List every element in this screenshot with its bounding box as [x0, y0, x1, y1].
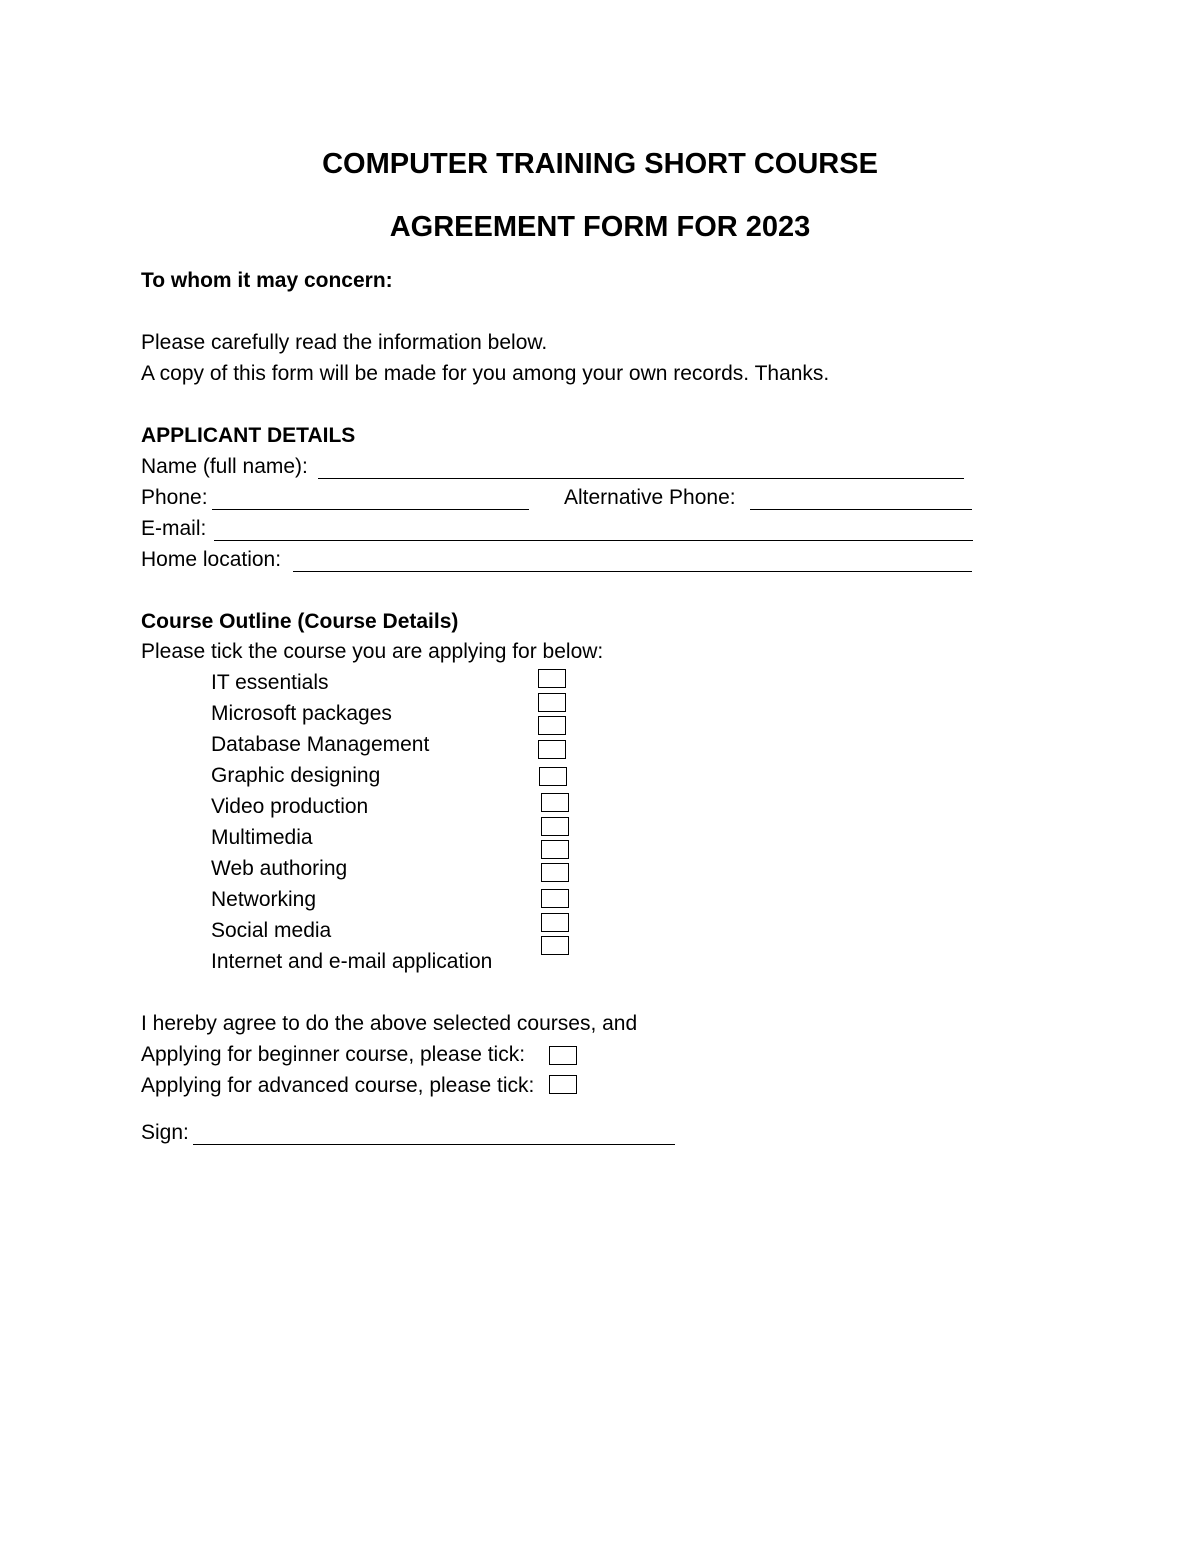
intro-line-2: A copy of this form will be made for you among your own records. Thanks.	[141, 362, 830, 385]
course-option-label: Social media	[211, 919, 332, 942]
alt-phone-field[interactable]	[750, 509, 972, 510]
checkbox-extra[interactable]	[541, 936, 569, 955]
course-option-label: IT essentials	[211, 671, 329, 694]
beginner-checkbox[interactable]	[549, 1046, 577, 1065]
checkbox-microsoft-packages[interactable]	[538, 693, 566, 712]
checkbox-web-authoring[interactable]	[541, 817, 569, 836]
course-option-label: Database Management	[211, 733, 430, 756]
checkbox-networking[interactable]	[541, 840, 569, 859]
checkbox-extra[interactable]	[541, 913, 569, 932]
checkbox-it-essentials[interactable]	[538, 669, 566, 688]
course-option-label: Multimedia	[211, 826, 313, 849]
name-label: Name (full name):	[141, 455, 308, 478]
course-option-label: Video production	[211, 795, 369, 818]
course-option-label: Internet and e-mail application	[211, 950, 493, 973]
agreement-statement: I hereby agree to do the above selected courses, and	[141, 1012, 638, 1035]
advanced-checkbox[interactable]	[549, 1075, 577, 1094]
checkbox-multimedia[interactable]	[541, 793, 569, 812]
checkbox-graphic-designing[interactable]	[538, 740, 566, 759]
alt-phone-label: Alternative Phone:	[564, 486, 736, 509]
course-option-label: Web authoring	[211, 857, 348, 880]
checkbox-video-production[interactable]	[539, 767, 567, 786]
checkbox-internet-email[interactable]	[541, 889, 569, 908]
home-location-field[interactable]	[293, 571, 972, 572]
course-outline-heading: Course Outline (Course Details)	[141, 610, 459, 633]
checkbox-social-media[interactable]	[541, 863, 569, 882]
phone-label: Phone:	[141, 486, 208, 509]
name-field[interactable]	[318, 478, 964, 479]
intro-line-1: Please carefully read the information below.	[141, 331, 548, 354]
email-label: E-mail:	[141, 517, 207, 540]
course-option-label: Microsoft packages	[211, 702, 392, 725]
course-option-label: Networking	[211, 888, 317, 911]
applicant-details-heading: APPLICANT DETAILS	[141, 424, 356, 447]
form-title: COMPUTER TRAINING SHORT COURSE	[322, 148, 878, 180]
salutation: To whom it may concern:	[141, 269, 393, 292]
course-option-label: Graphic designing	[211, 764, 381, 787]
course-instruction: Please tick the course you are applying for below:	[141, 640, 604, 663]
sign-label: Sign:	[141, 1121, 189, 1144]
advanced-label: Applying for advanced course, please tick:	[141, 1074, 535, 1097]
home-location-label: Home location:	[141, 548, 282, 571]
phone-field[interactable]	[212, 509, 529, 510]
checkbox-database-management[interactable]	[538, 716, 566, 735]
beginner-label: Applying for beginner course, please tick:	[141, 1043, 526, 1066]
form-subtitle: AGREEMENT FORM FOR 2023	[389, 211, 811, 243]
email-field[interactable]	[214, 540, 973, 541]
signature-field[interactable]	[193, 1144, 675, 1145]
